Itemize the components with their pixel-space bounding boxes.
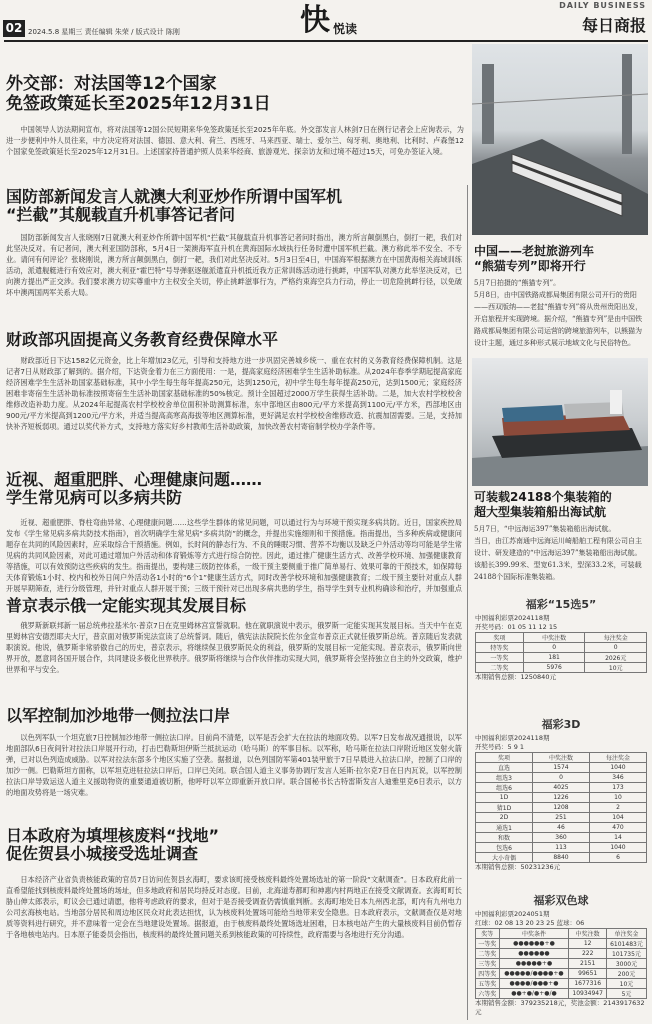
cell: 1040 [590,843,647,853]
article-body: 中国领导人访法期间宣布，将对法国等12国公民短期来华免签政策延长至2025年年底。外交部发言人林剑7日在例行记者会上应询表示，为进一步便利中外人员往来，中方决定将对法国、德国、意大利、荷兰、西班牙、马来西亚、瑞士、爱尔兰、匈牙利、奥地利、比利时、卢森堡12个国家免签政策延长至2025年12月31日。上述国家持普通护照人员来华经商、旅游观光、探亲访友和过境不超过15天，可免办签证入境。 [6,125,464,156]
article-body: 俄罗斯新联邦新一届总统弗拉基米尔·普京7日在克里姆林宫宣誓就职。他在就职演说中表示，俄罗斯一定能实现其发展目标。当天中午在克里姆林宫安德烈耶夫大厅，普京面对俄罗斯宪法宣读了总统誓词。随后，俄宪法法院院长佐尔金宣布普京正式就任俄罗斯总统。普京随后发表就职演说。他说，俄罗斯非常骄傲自己的历史，普京表示，将继续保卫俄罗斯民众的利益，俄罗斯的发展目标一定能实现。普京表示，俄罗斯向世界开放，愿意同各国开展合作，共同建设多极化世界秩序。俄罗斯将继续与合作伙伴推动实现大同，俄罗斯将会坚持独立自主的外交政策，维护世界和平与安全。 [6,621,462,674]
cell: 一等奖 [476,939,500,949]
table-row [476,843,647,853]
cell: 1040 [590,763,647,773]
cell: 0 [585,643,647,653]
cell: 10元 [585,663,647,673]
table-row [476,793,647,803]
cell: 2D [476,813,533,823]
brand-english: DAILY BUSINESS [559,1,646,10]
cell: 12 [569,939,607,949]
lottery-issue: 中国福利彩票2024118期 [475,734,550,742]
cell: 0 [523,643,585,653]
headline-line1: 中国——老挝旅游列车 [474,244,595,258]
table-row [476,969,647,979]
cell: 大小奇偶 [476,853,533,863]
cell: 1226 [533,793,590,803]
story-text: 5月8日，由中国铁路成都局集团有限公司开行的贵阳——西双版纳——老挝“熊猫专列”将从贵州贵阳出发，开启旅程并实现跨境。据介绍，“熊猫专列”是由中国铁路成都局集团有限公司运营的跨境旅游列车，以熊猫为设计主题，通过多种形式展示地域文化与民俗特色。 [474,291,643,347]
photo-story-body [474,523,646,587]
cell: 181 [523,653,585,663]
lottery-double-color-ball [475,890,647,1017]
cell: 104 [590,813,647,823]
headline-line1: 国防部新闻发言人就澳大利亚炒作所谓中国军机 [6,187,343,206]
cell: 直选 [476,763,533,773]
cell: 二等奖 [476,663,524,673]
cell: 2151 [569,959,607,969]
masthead [0,0,652,40]
article-body: 国防部新闻发言人张晓刚7日就澳大利亚炒作所谓中国军机“拦截”其舰载直升机事答记者问时指出，澳方所言颠倒黑白，倒打一耙，我们对此坚决反对。有记者问，澳大利亚国防部称，5月4日一架澳海军直升机在黄海国际水域执行任务时遭中国军机拦截。澳方称此举不安全、不专业。请问有何评论？张晓刚说，澳方所言颠倒黑白，倒打一耙，我们对此坚决反对。5月3日至4日，中国海军根据澳方在中国黄海相关海域训练活动，派遣舰艇进行有效应对，澳大利亚“霍巴特”号导弹驱逐舰派遣直升机抵近我方正常训练活动进行挑衅，中国军队对澳方此举坚决反对，已向澳方提出严正交涉。我们要求澳方切实尊重中方主权安全关切，停止挑衅滋事行为，严格约束海空兵力行动，停止一切危险挑衅行径，以免破坏中澳两国两军关系大局。 [6,233,462,297]
headline-line2: 学生常见病可以多病共防 [6,488,183,508]
table-row [476,663,647,673]
brand-chinese: 每日商报 [581,16,646,35]
cell: 5元 [606,989,646,999]
article-body: 财政部近日下达1582亿元资金，比上年增加23亿元，引导和支持地方进一步巩固完善城乡统一、重在农村的义务教育经费保障机制。这是记者7日从财政部了解到的。据介绍，下达资金着力在三方面使用：一是，提高家庭经济困难学生生活补助标准。从2024年春季学期起提高家庭经济困难学生生活补助国家基础标准，其中小学生每生每年提高250元，达到1250元，初中学生每生每年提高250元，达到1500元；家庭经济困难非寄宿生生活补助标准按照寄宿生生活补助国家基础标准的50%核定。预计全国超过2000万学生获得生活补助。二是，加大农村学校校舍维修改造补助力度。从2024年起提高农村学校校舍单位面积补助测算标准，东中部地区由800元/平方米提高到1100元/平方米，西部地区由900元/平方米提高到1200元/平方米，并适当提高高寒高海拔等地区测算标准，更好满足农村学校校舍维修改造、抗震加固需要。三是，支持加快补齐短板弱项。通过以奖代补方式，支持地方落实好乡村教师生活补助政策，加快改善农村寄宿制学校办学条件等。 [6,356,462,431]
table-row [476,773,647,783]
lottery-3d [475,714,647,872]
table-row [476,643,647,653]
prize-table [475,928,647,999]
table-header-row [476,929,647,939]
photo-story-headline [474,244,594,274]
headline-line2: “熊猫专列”即将开行 [474,259,586,273]
lottery-title: 福彩双色球 [533,894,589,907]
lottery-issue: 中国福利彩票2024118期 [475,614,550,622]
cell: 一等奖 [476,653,524,663]
photo-caption: 5月7日拍摄的“熊猫专列”。 [474,279,561,287]
section-char: 快 [300,3,330,38]
column-header: 中奖条件 [499,929,569,939]
table-row [476,833,647,843]
cell: ●●●●●+● [499,959,569,969]
cell: 3000元 [606,959,646,969]
photo-caption: 5月7日，“中远海运397”集装箱船出海试航。 [474,525,616,533]
article-headline [6,827,219,864]
headline-line1: 财政部巩固提高义务教育经费保障水平 [6,330,279,349]
cell: 346 [590,773,647,783]
article-headline [6,188,342,225]
table-row [476,803,647,813]
column-header: 中奖注数 [533,753,590,763]
cell: 1677316 [569,979,607,989]
headline-line2: 超大型集装箱船出海试航 [474,505,607,519]
column-divider [467,185,468,1020]
cell: 组选6 [476,783,533,793]
cell: 10元 [606,979,646,989]
article-headline [6,331,278,349]
column-header: 单注奖金 [606,929,646,939]
table-row [476,989,647,999]
headline-line1: 以军控制加沙地带一侧拉法口岸 [6,706,231,725]
cell: 包选6 [476,843,533,853]
cell: 10934947 [569,989,607,999]
table-row [476,853,647,863]
train-photo [472,44,648,235]
table-row [476,813,647,823]
cell: 五等奖 [476,979,500,989]
cell: 2 [590,803,647,813]
column-header: 奖等 [476,929,500,939]
table-row [476,959,647,969]
cell: 360 [533,833,590,843]
headline-line2: 免签政策延长至2025年12月31日 [6,93,271,114]
table-row [476,979,647,989]
ship-photo [472,358,648,486]
table-row [476,763,647,773]
headline-line1: 日本政府为填埋核废料“找地” [6,826,220,845]
cell: ●●●●●●+● [499,939,569,949]
ship-illustration [472,358,648,486]
article-headline [6,471,262,508]
cell: 1D [476,793,533,803]
cell: 二等奖 [476,949,500,959]
lottery-issue: 中国福利彩票2024051期 [475,910,550,918]
lottery-draw [475,919,647,928]
masthead-rule [4,40,648,42]
cell: 470 [590,823,647,833]
headline-line1: 近视、超重肥胖、心理健康问题…… [6,470,263,489]
cell: ●●+●/●+●/● [499,989,569,999]
blue-ball: 蓝球：06 [556,919,585,927]
lottery-title: 福彩“15选5” [525,598,597,611]
cell: 三等奖 [476,959,500,969]
cell: 0 [533,773,590,783]
lottery-sales: 本期销售金额：379235218元，奖池金额：2143917632元 [475,999,645,1016]
prize-table [475,632,647,673]
article-headline [6,707,230,725]
article-headline [6,75,271,114]
cell: 1574 [533,763,590,773]
train-illustration [472,44,648,235]
article-body: 以色列军队一个坦克旅7日控制加沙地带一侧拉法口岸。目前尚不清楚，以军是否会扩大在拉法的地面攻势。以军7日发布战况通报说，以军地面部队6日夜间针对拉法口岸展开行动，打击巴勒斯坦伊斯兰抵抗运动（哈马斯）的军事目标。以军称，哈马斯在拉法口岸附近地区发射火箭弹，已对以色列造成威胁。以军对拉法东部多个地区实施了空袭。据报道，以色列国防军第401装甲旅于7日早晨进入拉法口岸，控制了口岸的加沙一侧。巴勒斯坦方面称，以军坦克进驻拉法口岸后，口岸已关闭。联合国人道主义事务协调厅发言人延斯·拉尔克7日在日内瓦说，以军控制拉法口岸导致运送人道主义援助物资的重要通道被切断，他呼吁以军立即重新开放口岸。联合国秘书长古特雷斯发言人迪雅里克6日表示，以方的地面攻势将是一场灾难。 [6,733,462,797]
cell: 四等奖 [476,969,500,979]
cell: ●●●●/●●●+● [499,979,569,989]
cell: ●●●●●● [499,949,569,959]
cell: 六等奖 [476,989,500,999]
photo-story-headline [474,490,612,520]
headline-line1: 普京表示俄一定能实现其发展目标 [6,596,247,615]
column-header: 中奖注数 [523,633,585,643]
table-header-row [476,633,647,643]
cell: 和数 [476,833,533,843]
cell: 通选1 [476,823,533,833]
cell: 组选3 [476,773,533,783]
cell: 173 [590,783,647,793]
cell: 2026元 [585,653,647,663]
column-header: 奖项 [476,753,533,763]
cell: 251 [533,813,590,823]
cell: 6 [590,853,647,863]
cell: 特等奖 [476,643,524,653]
article-body: 近视、超重肥胖、脊柱弯曲异常、心理健康问题……这些学生群体的常见问题，可以通过行为与环境干预实现多病共防。近日，国家疾控局发布《学生常见病多病共防技术指南》，首次明确学生常见病“多病共防”的概念，并提出实施细则和干预措施。指南提出，当多种疾病或健康问题存在共同的风险因素时，应采取综合干预措施。例如，长时间的静态行为、不良的睡眠习惯、营养不均衡以及缺乏户外活动等均可能是学生常见病的共同风险因素，对此可通过增加户外活动和体育锻炼等方式进行综合防控。因此，通过推广健康生活方式、改善学校环境、加强健康教育等措施，可以有效预防这些疾病的发生。指南提出，要构建三级防控体系，一级干预主要侧重于推广简单易行、效果可靠的干预技术，如保障每天体育锻炼1小时、校内和校外日间户外活动各1小时的“6个1”健康生活方式，同时改善学校环境和加强健康教育；二级干预主要针对重点人群开展早期筛查，进行分级管理，并针对重点人群开展干预；三级干预针对已出现多病共患的学生，指导学生到专业机构确诊和治疗，并加强重点 [6,518,462,593]
page-number: 02 [3,20,25,37]
table-row [476,949,647,959]
headline-line1: 可装载24188个集装箱的 [474,490,612,504]
column-header: 中奖注数 [569,929,607,939]
cell: 10 [590,793,647,803]
table-row [476,939,647,949]
cell: ●●●●●/●●●●+● [499,969,569,979]
story-text: 当日，由江苏南通中远海运川崎船舶工程有限公司自主设计、研发建造的“中远海运397”集装箱船出海试航。该船长399.99米、型宽61.3米，型深33.2米，可装载24188个国际标准集装箱。 [474,537,642,581]
prize-table [475,752,647,863]
cell: 猜1D [476,803,533,813]
article-headline [6,597,246,615]
section-name: 悦读 [333,22,358,36]
cell: 222 [569,949,607,959]
table-header-row [476,753,647,763]
table-row [476,823,647,833]
cell: 99651 [569,969,607,979]
cell: 200元 [606,969,646,979]
column-header: 每注奖金 [585,633,647,643]
photo-story-body [474,277,646,353]
column-header: 奖项 [476,633,524,643]
lottery-15x5 [475,594,647,682]
cell: 14 [590,833,647,843]
cell: 5976 [523,663,585,673]
cell: 6101483元 [606,939,646,949]
headline-line2: “拦截”其舰载直升机事答记者问 [6,205,236,225]
table-row [476,783,647,793]
cell: 8840 [533,853,590,863]
cell: 46 [533,823,590,833]
headline-line2: 促佐贺县小城接受选址调查 [6,844,199,864]
issue-info: 2024.5.8 星期三 责任编辑 朱荣 / 版式设计 陈刚 [28,28,180,36]
lottery-draw: 开奖号码：5 9 1 [475,743,525,751]
table-row [476,653,647,663]
lottery-draw: 开奖号码：01 05 11 12 15 [475,623,558,631]
headline-line1: 外交部：对法国等12个国家 [6,74,217,94]
cell: 113 [533,843,590,853]
lottery-title: 福彩3D [541,718,581,731]
column-header: 每注奖金 [590,753,647,763]
cell: 1208 [533,803,590,813]
article-body: 日本经济产业省负责核能政策的官员7日访问佐贺县玄海町，要求该町接受核废料最终处置场选址的第一阶段“文献调查”。日本政府此前一直希望能找到核废料最终处置场的场址，但多地政府和居民均持反对态度。目前，北海道寿都町和神惠内村两地正在接受文献调查。玄海町町长胁山伸太郎表示，町议会已通过请愿，他将考虑政府的要求，但对于是否接受调查仍需慎重判断。玄海町地处日本九州西北部，町内有九州电力公司玄海核电站。当地部分居民和周边地区民众对此表达担忧，认为核废料处置场可能给当地带来安全隐患。日本政府表示，文献调查仅是对地质等资料进行研究，并不意味着一定会在当地建设处置场。据报道，由于核废料最终处置场选址困难，日本核电站产生的大量核废料目前仍暂存于各地核电站内。日本原子能委员会指出，核废料的最终处置问题关系到核能政策的可持续性，政府需要与各地进行充分沟通。 [6,875,462,939]
cell: 4025 [533,783,590,793]
lottery-sales: 本期销售总额：50231236元 [475,863,561,871]
cell: 101735元 [606,949,646,959]
lottery-sales: 本期销售总额：1250840元 [475,673,556,681]
red-balls: 红球：02 08 13 20 23 25 [475,919,555,927]
